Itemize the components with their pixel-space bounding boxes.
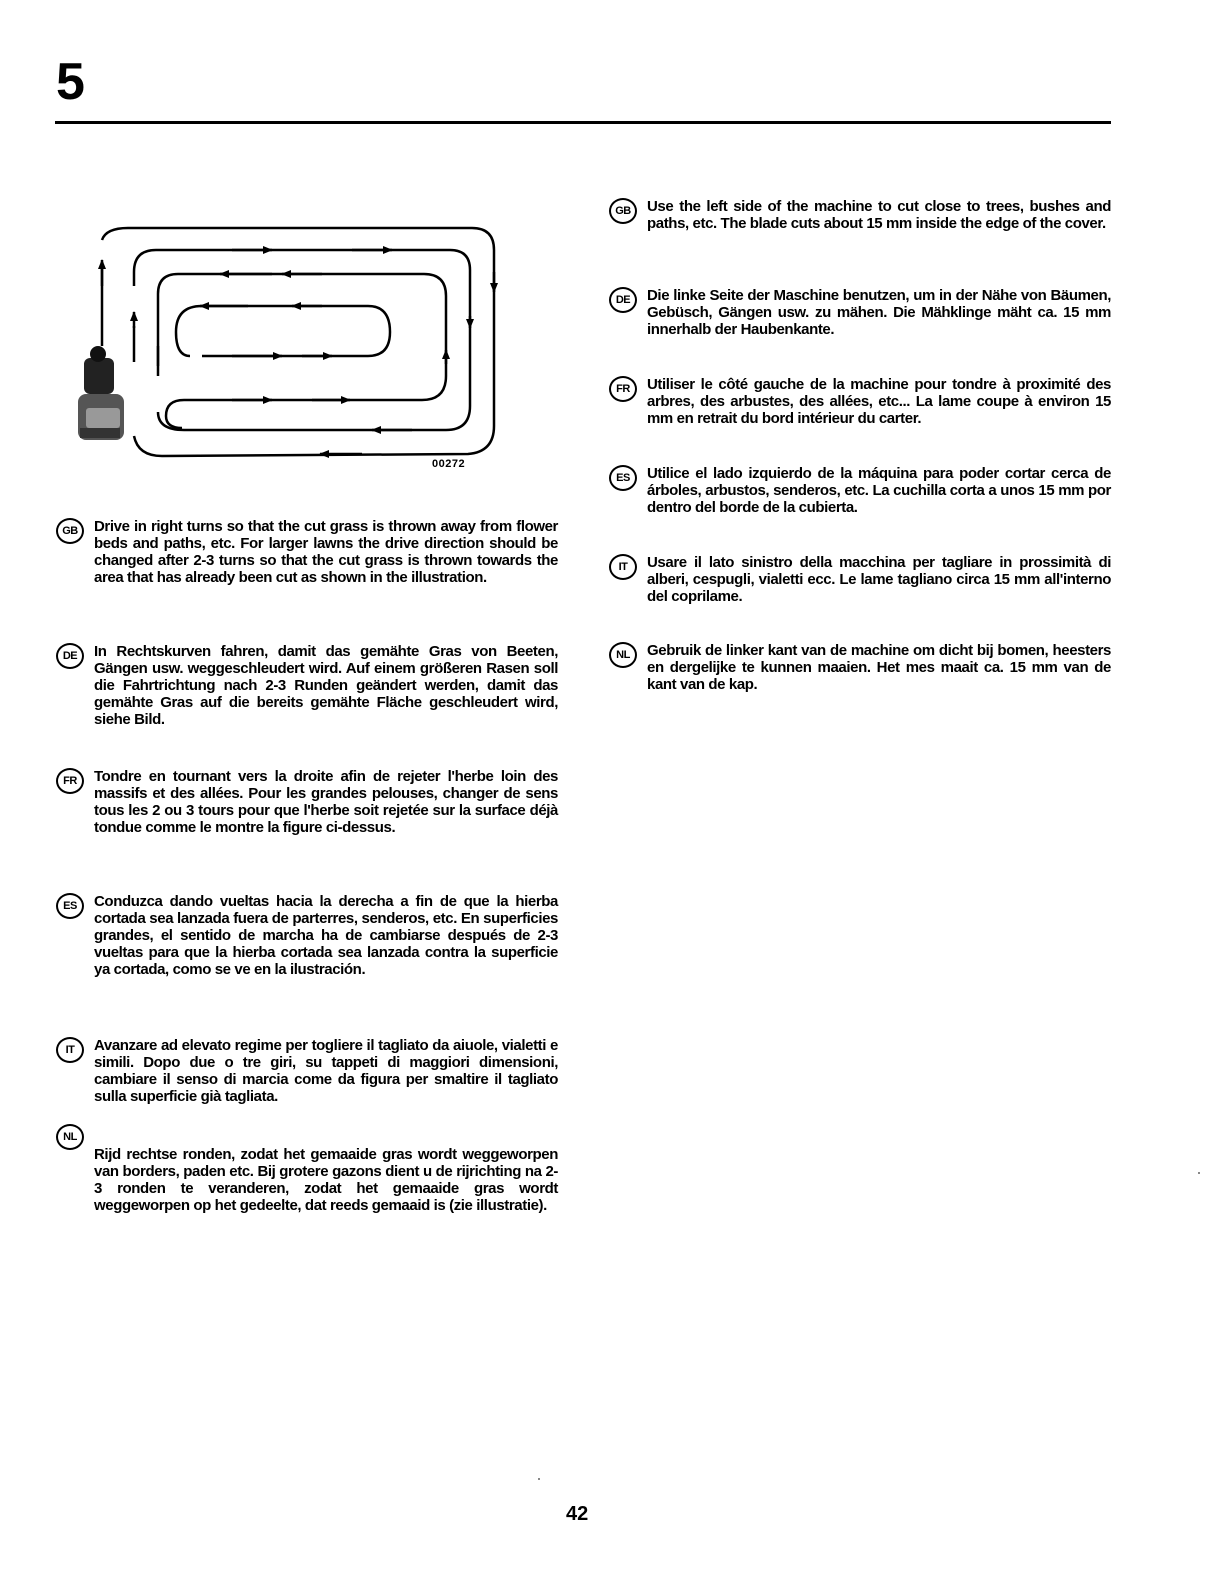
paragraph-text: In Rechtskurven fahren, damit das gemähte Gras von Beeten, Gängen usw. weggeschleudert wird. Auf einem größeren Rasen soll die Fahrtrichtung nach 2-3 Runden geändert werden, damit das gemähte Gras auf die bereits gemähte Fläche geschleudert wird, siehe Bild. (94, 643, 558, 728)
right-paragraph-it (609, 554, 1111, 605)
scan-artifact (1198, 1172, 1200, 1174)
language-badge-fr: FR (56, 768, 84, 794)
language-badge-gb: GB (609, 198, 637, 224)
right-paragraph-gb (609, 198, 1111, 232)
paragraph-text: Avanzare ad elevato regime per togliere il tagliato da aiuole, vialetti e simili. Dopo due o tre giri, su tappeti di maggiori dimensioni, cambiare il senso di marcia come da figura per smaltire il tagliato sulla superficie già tagliata. (94, 1037, 558, 1105)
mowing-path-illustration (72, 216, 512, 478)
left-paragraph-fr (56, 768, 558, 836)
language-badge-it: IT (56, 1037, 84, 1063)
paragraph-text: Drive in right turns so that the cut grass is thrown away from flower beds and paths, etc. For larger lawns the drive direction should be changed after 2-3 turns so that the cut grass is thrown towards the area that has already been cut as shown in the illustration. (94, 518, 558, 586)
paragraph-text: Rijd rechtse ronden, zodat het gemaaide gras wordt weggeworpen van borders, paden etc. Bij grotere gazons dient u de rijrichting na 2-3 ronden te veranderen, zodat het gemaaide gras wordt weggeworpen op het gedeelte, dat reeds gemaaid is (zie illustratie). (94, 1146, 558, 1214)
paragraph-text: Utilice el lado izquierdo de la máquina para poder cortar cerca de árboles, arbustos, senderos, etc. La cuchilla corta a unos 15 mm por dentro del borde de la cubierta. (647, 465, 1111, 516)
scan-artifact (538, 1478, 540, 1480)
page-number: 42 (566, 1503, 589, 1525)
paragraph-text: Tondre en tournant vers la droite afin de rejeter l'herbe loin des massifs et des allées. Pour les grandes pelouses, changer de sens tous les 2 ou 3 tours pour que l'herbe soit rejetée sur la surface déjà tondue comme le montre la figure ci-dessus. (94, 768, 558, 836)
paragraph-text: Usare il lato sinistro della macchina per tagliare in prossimità di alberi, cespugli, vialetti ecc. Le lame tagliano circa 15 mm all'interno del coprilame. (647, 554, 1111, 605)
language-badge-nl: NL (609, 642, 637, 668)
left-paragraph-es (56, 893, 558, 978)
language-badge-de: DE (609, 287, 637, 313)
header-rule (55, 121, 1111, 124)
paragraph-text: Gebruik de linker kant van de machine om dicht bij bomen, heesters en dergelijke te kunnen maaien. Het mes maait ca. 15 mm van de kant van de kap. (647, 642, 1111, 693)
paragraph-text: Die linke Seite der Maschine benutzen, um in der Nähe von Bäumen, Gebüsch, Gängen usw. zu mähen. Die Mähklinge mäht ca. 15 mm innerhalb der Haubenkante. (647, 287, 1111, 338)
language-badge-fr: FR (609, 376, 637, 402)
paragraph-text: Utiliser le côté gauche de la machine pour tondre à proximité des arbres, des arbustes, des allées, etc... La lame coupe à environ 15 mm en retrait du bord intérieur du carter. (647, 376, 1111, 427)
language-badge-it: IT (609, 554, 637, 580)
mowing-pattern-diagram (72, 216, 512, 478)
right-paragraph-es (609, 465, 1111, 516)
left-paragraph-it (56, 1037, 558, 1105)
right-paragraph-de (609, 287, 1111, 338)
mower-illustration (78, 346, 124, 440)
right-paragraph-fr (609, 376, 1111, 427)
paragraph-text: Use the left side of the machine to cut close to trees, bushes and paths, etc. The blade cuts about 15 mm inside the edge of the cover. (647, 198, 1111, 232)
figure-code: 00272 (432, 458, 466, 470)
language-badge-de: DE (56, 643, 84, 669)
language-badge-es: ES (609, 465, 637, 491)
language-badge-nl: NL (56, 1124, 84, 1150)
left-paragraph-nl (56, 1124, 558, 1214)
right-paragraph-nl (609, 642, 1111, 693)
left-paragraph-de (56, 643, 558, 728)
language-badge-gb: GB (56, 518, 84, 544)
language-badge-es: ES (56, 893, 84, 919)
section-number: 5 (56, 53, 85, 111)
paragraph-text: Conduzca dando vueltas hacia la derecha a fin de que la hierba cortada sea lanzada fuera de parterres, senderos, etc. En superficies grandes, el sentido de marcha ha de cambiarse después de 2-3 vueltas para que la hierba cortada sea lanzada contra la superficie ya cortada, como se ve en la ilustración. (94, 893, 558, 978)
left-paragraph-gb (56, 518, 558, 586)
